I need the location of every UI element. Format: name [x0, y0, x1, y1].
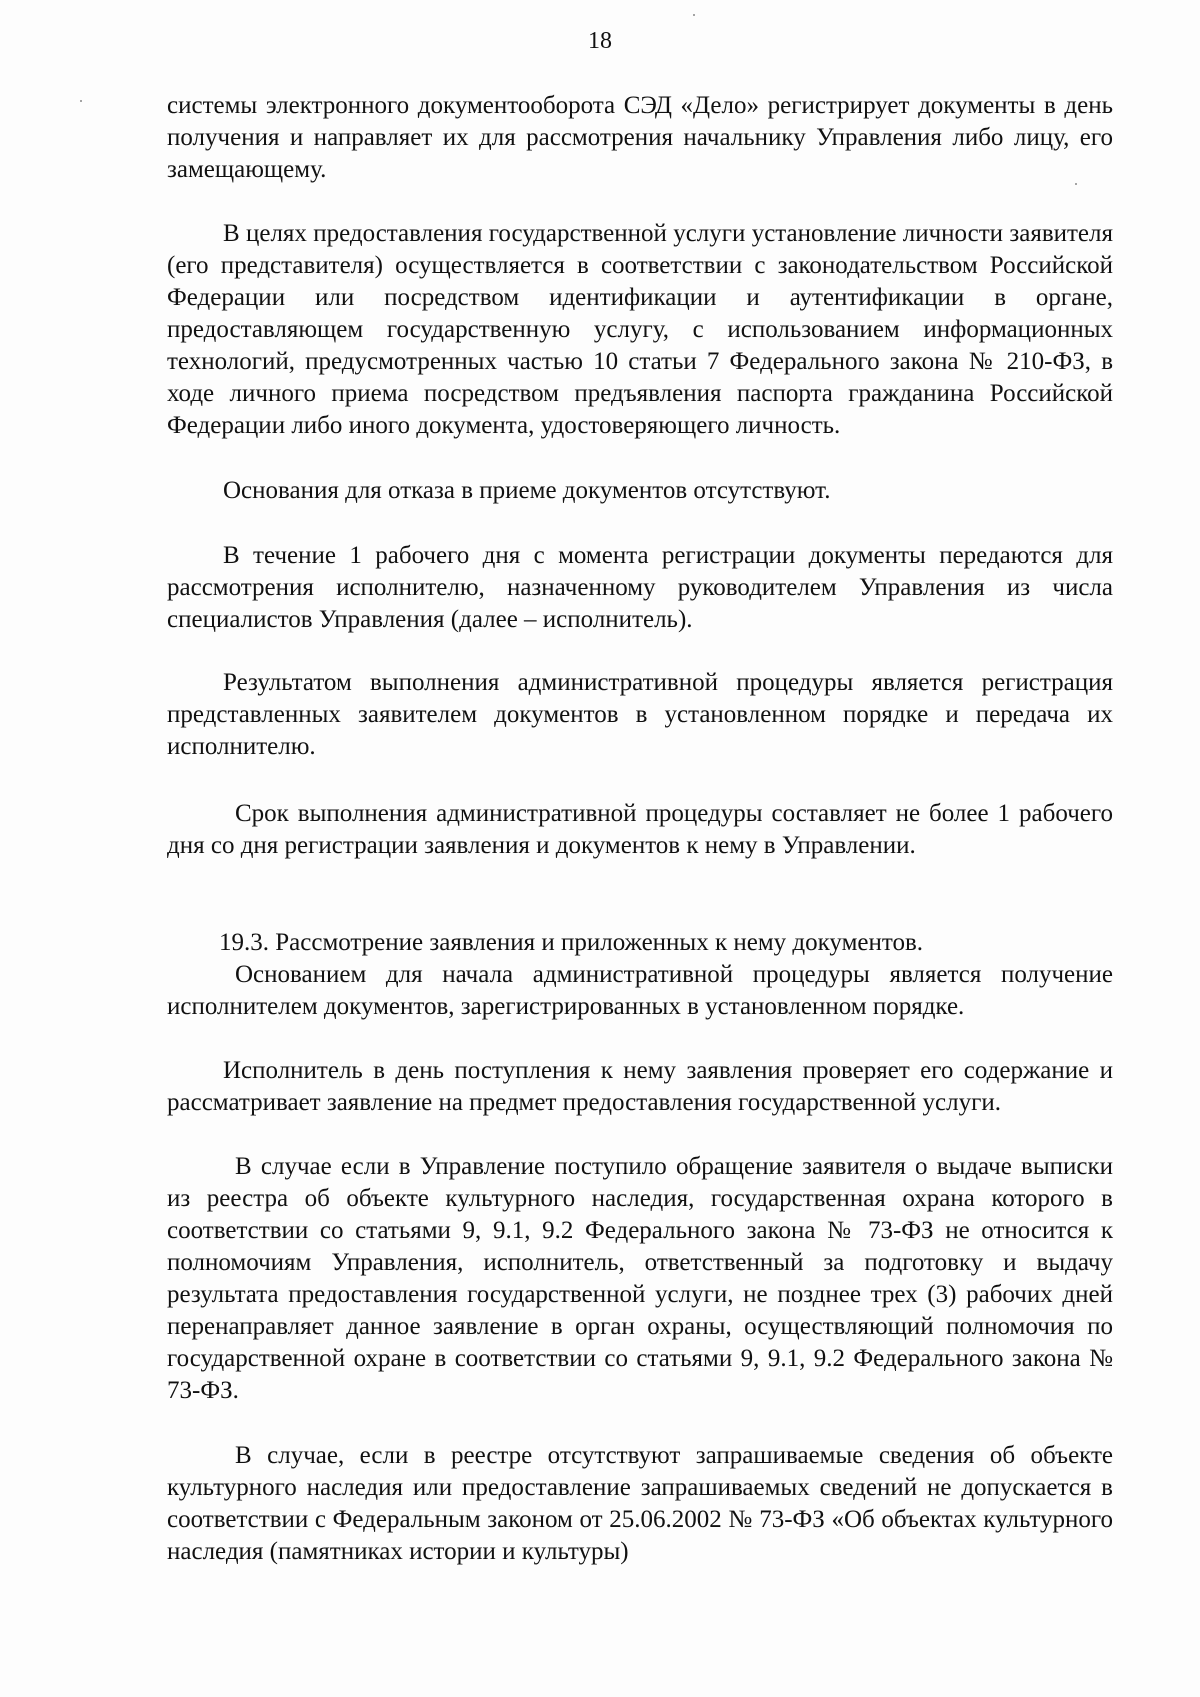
paragraph-procedure-basis: Основанием для начала административной процедуры является получение исполнителем документов, зарегистрированных в установленном порядке.	[167, 961, 1113, 1020]
paragraph-registration: системы электронного документооборота СЭД «Дело» регистрирует документы в день получения и направляет их для рассмотрения начальнику Управления либо лицу, его замещающему.	[167, 92, 1113, 183]
paragraph-executor-review: Исполнитель в день поступления к нему заявления проверяет его содержание и рассматривает заявление на предмет предоставления государственной услуги.	[167, 1057, 1113, 1116]
paragraph-identification: В целях предоставления государственной услуги установление личности заявителя (его представителя) осуществляется в соответствии с законодательством Российской Федерации или посредством идентификации и аутентификации в органе, предоставляющем государственную услугу, с использованием информационных технологий, предусмотренных частью 10 статьи 7 Федерального закона № 210-ФЗ, в ходе личного приема посредством предъявления паспорта гражданина Российской Федерации либо иного документа, удостоверяющего личность.	[167, 220, 1113, 439]
scan-artifact	[80, 100, 82, 102]
paragraph-procedure-result: Результатом выполнения административной процедуры является регистрация представленных заявителем документов в установленном порядке и передача их исполнителю.	[167, 669, 1113, 760]
paragraph-procedure-term: Срок выполнения административной процедуры составляет не более 1 рабочего дня со дня регистрации заявления и документов к нему в Управлении.	[167, 800, 1113, 859]
scan-artifact	[693, 14, 695, 16]
paragraph-refusal-grounds: Основания для отказа в приеме документов отсутствуют.	[223, 477, 831, 504]
page-number: 18	[588, 28, 612, 54]
scan-artifact	[1075, 183, 1077, 185]
section-heading-19-3: 19.3. Рассмотрение заявления и приложенных к нему документов.	[219, 929, 924, 956]
paragraph-missing-information: В случае, если в реестре отсутствуют запрашиваемые сведения об объекте культурного наследия или предоставление запрашиваемых сведений не допускается в соответствии с Федеральным законом от 25.06.2002 № 73-ФЗ «Об объектах культурного наследия (памятниках истории и культуры)	[167, 1442, 1113, 1565]
paragraph-transfer-to-executor: В течение 1 рабочего дня с момента регистрации документы передаются для рассмотрения исполнителю, назначенному руководителем Управления из числа специалистов Управления (далее – исполнитель).	[167, 542, 1113, 633]
paragraph-redirect-application: В случае если в Управление поступило обращение заявителя о выдаче выписки из реестра об объекте культурного наследия, государственная охрана которого в соответствии со статьями 9, 9.1, 9.2 Федерального закона № 73-ФЗ не относится к полномочиям Управления, исполнитель, ответственный за подготовку и выдачу результата предоставления государственной услуги, не позднее трех (3) рабочих дней перенаправляет данное заявление в орган охраны, осуществляющий полномочия по государственной охране в соответствии со статьями 9, 9.1, 9.2 Федерального закона № 73-ФЗ.	[167, 1153, 1113, 1404]
